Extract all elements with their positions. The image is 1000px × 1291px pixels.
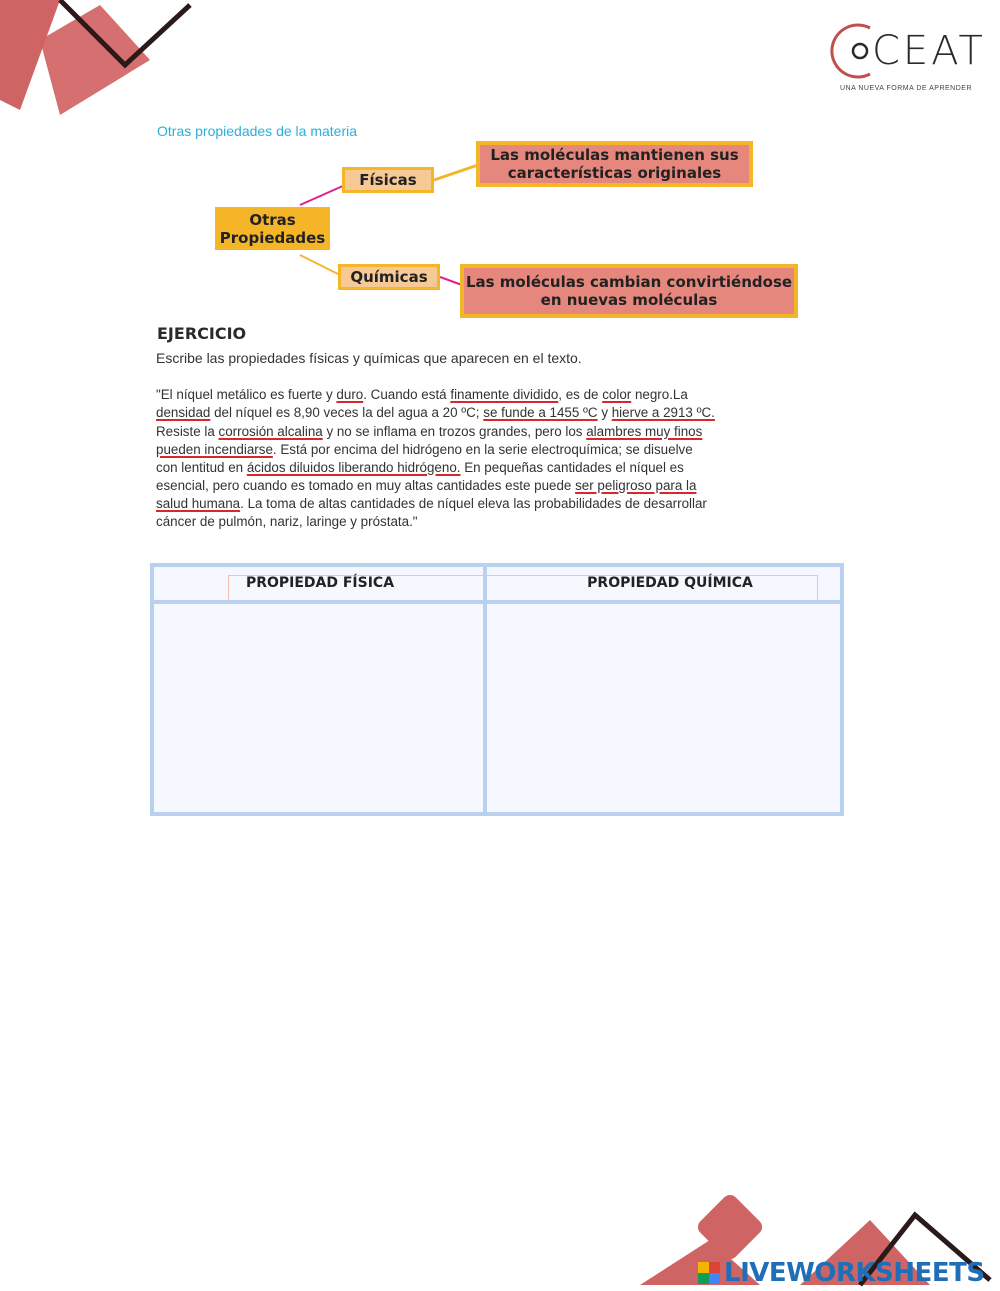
exercise-instruction: Escribe las propiedades físicas y químicas que aparecen en el texto.	[156, 350, 582, 366]
text-line	[156, 404, 846, 422]
text-segment: Resiste la	[156, 424, 219, 439]
text-segment: . La toma de altas cantidades de níquel eleva las probabilidades de desarrollar	[240, 496, 707, 511]
text-line	[156, 513, 846, 531]
text-segment: y no se inflama en trozos grandes, pero los	[322, 424, 587, 439]
text-line	[156, 495, 846, 513]
diagram-node-quimicas: Químicas	[338, 264, 440, 290]
liveworksheets-badge-icon	[698, 1262, 720, 1284]
underlined-phrase: ácidos diluidos liberando hidrógeno.	[246, 460, 461, 475]
underlined-phrase: color	[602, 387, 632, 402]
text-segment: negro.La	[631, 387, 688, 402]
text-segment: , es de	[558, 387, 603, 402]
table-header-fisica: PROPIEDAD FÍSICA	[245, 575, 395, 591]
text-line	[156, 477, 846, 495]
underlined-phrase: hierve a 2913 ºC.	[611, 405, 715, 420]
answer-cell-fisica[interactable]	[154, 604, 483, 812]
diagram-definition-quimicas: Las moléculas cambian convirtiéndose en nuevas moléculas	[460, 264, 798, 318]
diagram-definition-fisicas: Las moléculas mantienen sus características originales	[476, 141, 753, 187]
text-segment: del níquel es 8,90 veces la del agua a 20 ºC;	[210, 405, 484, 420]
table-header-quimica: PROPIEDAD QUÍMICA	[587, 575, 753, 591]
text-line	[156, 386, 846, 404]
section-title: Otras propiedades de la materia	[157, 123, 357, 139]
logo-text: CEAT	[872, 28, 986, 74]
logo-tagline: UNA NUEVA FORMA DE APRENDER	[840, 85, 973, 92]
liveworksheets-text: LIVEWORKSHEETS	[724, 1258, 985, 1288]
diagram-root-node: Otras Propiedades	[215, 207, 330, 250]
underlined-phrase: ser peligroso para la	[575, 478, 697, 493]
text-segment: cáncer de pulmón, nariz, laringe y próstata."	[156, 514, 418, 529]
text-segment: . Cuando está	[363, 387, 451, 402]
answer-cell-quimica[interactable]	[487, 604, 840, 812]
text-segment: . Está por encima del hidrógeno en la serie electroquímica; se disuelve	[272, 442, 693, 457]
underlined-phrase: duro	[336, 387, 364, 402]
text-line	[156, 423, 846, 441]
underlined-phrase: alambres muy finos	[586, 424, 703, 439]
text-line	[156, 441, 846, 459]
text-segment: y	[597, 405, 612, 420]
underlined-phrase: pueden incendiarse	[156, 442, 273, 457]
underlined-phrase: salud humana	[156, 496, 241, 511]
underlined-phrase: corrosión alcalina	[218, 424, 323, 439]
text-segment: con lentitud en	[156, 460, 247, 475]
text-line	[156, 459, 846, 477]
underlined-phrase: finamente dividido	[450, 387, 559, 402]
exercise-heading: EJERCICIO	[157, 324, 247, 343]
text-segment: esencial, pero cuando es tomado en muy altas cantidades este puede	[156, 478, 576, 493]
liveworksheets-watermark	[698, 1258, 985, 1288]
text-segment: En pequeñas cantidades el níquel es	[460, 460, 684, 475]
underlined-phrase: se funde a 1455 ºC	[483, 405, 598, 420]
underlined-phrase: densidad	[156, 405, 211, 420]
diagram-node-fisicas: Físicas	[342, 167, 434, 193]
text-segment: "El níquel metálico es fuerte y	[156, 387, 337, 402]
